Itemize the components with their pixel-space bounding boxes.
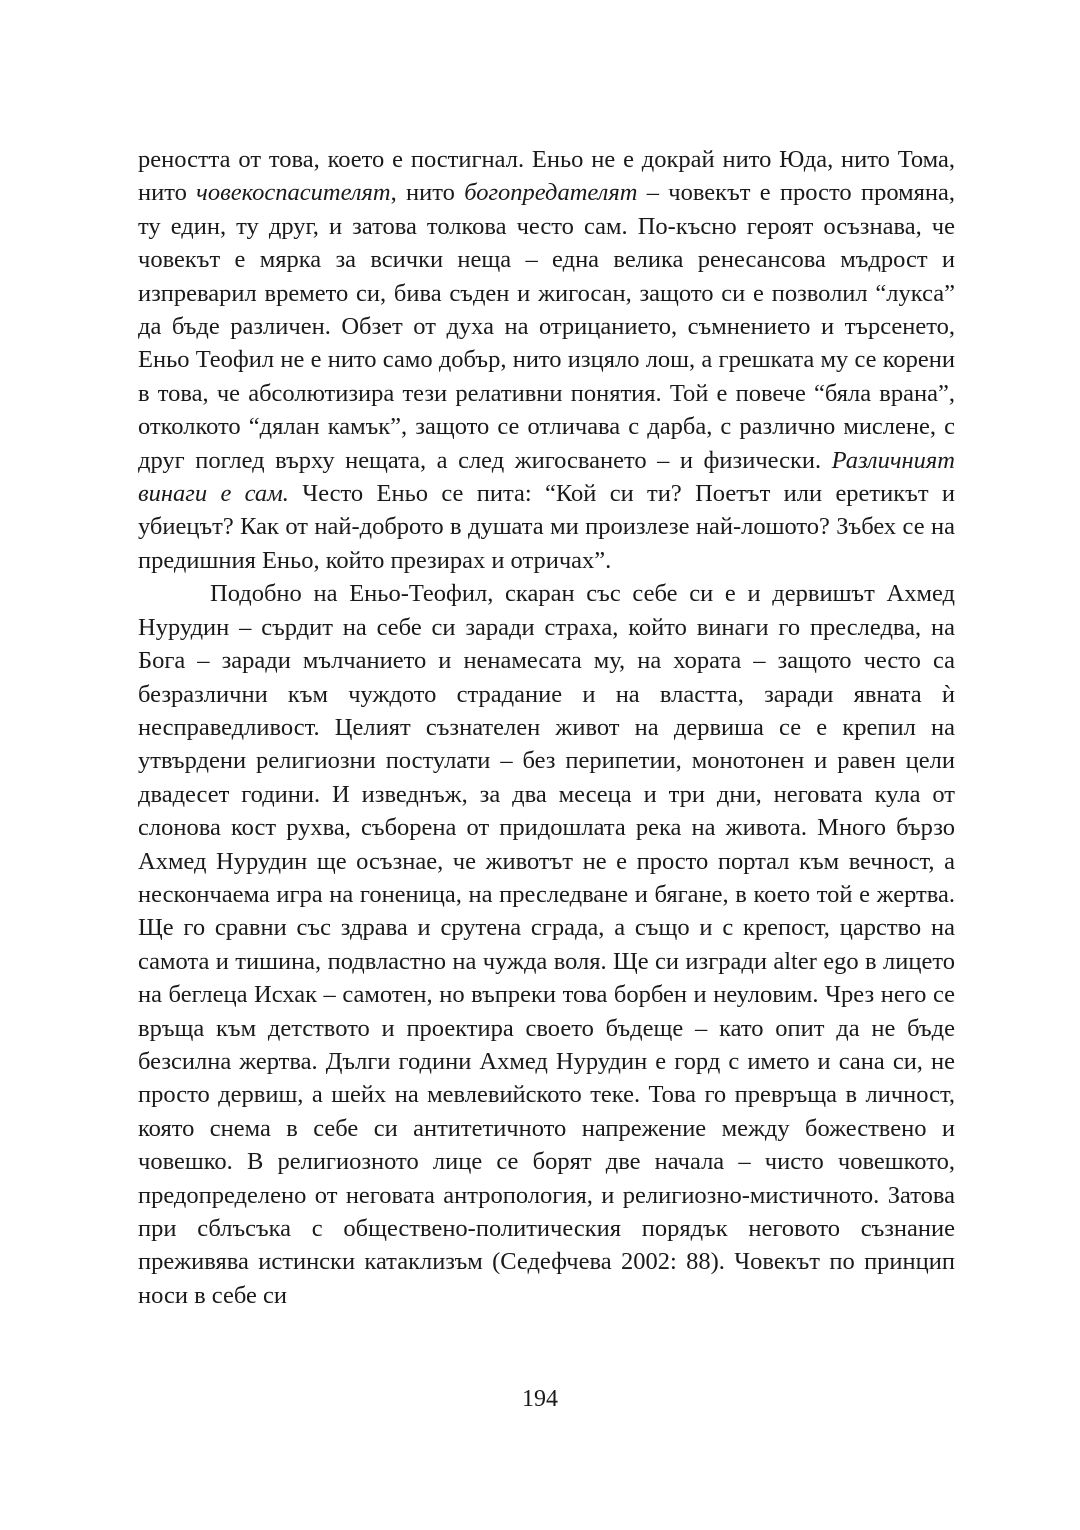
- page-number: 194: [522, 1386, 558, 1412]
- paragraph-1-text-part-4: Често Еньо се пита: “Кой си ти? Поетът или еретикът и убиецът? Как от най-доброто в душата ми произлезе най-лошото? Зъбех се на предишния Еньо, който презирах и отричах”.: [138, 480, 955, 574]
- paragraph-1-text-part-3: – човекът е просто промяна, ту един, ту друг, и затова толкова често сам. По-късно героят осъзнава, че човекът е мярка за всички неща – една велика ренесансова мъдрост и изпреварил времето си, бива съден и жигосан, защото си е позволил “лукса” да бъде различен. Обзет от духа на отрицанието, съмнението и търсенето, Еньо Теофил не е нито само добър, нито изцяло лош, а грешката му се корени в това, че абсолютизира тези релативни понятия. Той е повече “бяла врана”, отколкото “дялан камък”, защото се отличава с дарба, с различно мислене, с друг поглед върху нещата, а след жигосването – и физически.: [138, 179, 956, 474]
- paragraph-1-text-part-1: реността от това, което е постигнал. Еньо не е докрай нито Юда, нито Тома, нито: [138, 146, 955, 207]
- italic-term-savior: човекоспасителят: [196, 179, 391, 207]
- paragraph-dervish: Подобно на Еньо-Теофил, скаран със себе си е и дервишът Ахмед Нурудин – сърдит на себе си заради страха, който винаги го преследва, на Бога – заради мълчанието и ненамесата му, на хората – защото често са безразлични към чуждото страдание и на властта, заради явната ѝ несправедливост. Целият съзнателен живот на дервиша се е крепил на утвърдени религиозни постулати – без перипетии, монотонен и равен цели двадесет години. И изведнъж, за два месеца и три дни, неговата кула от слонова кост рухва, съборена от придошлата река на живота. Много бързо Ахмед Нурудин ще осъзнае, че животът не е просто портал към вечност, а нескончаема игра на гоненица, на преследване и бягане, в което той е жертва. Ще го сравни със здрава и срутена сграда, а също и с крепост, царство на самота и тишина, подвластно на чужда воля. Ще си изгради alter ego в лицето на беглеца Исхак – самотен, но въпреки това борбен и неуловим. Чрез него се връща към детството и проектира своето бъдеще – като опит да не бъде безсилна жертва. Дълги години Ахмед Нурудин е горд с името и сана си, не просто дервиш, а шейх на мевлевийското теке. Това го превръща в личност, която снема в себе си антитетичното напрежение между божествено и човешко. В религиозното лице се борят две начала – чисто човешкото, предопределено от неговата антропология, и религиозно-мистичното. Затова при сблъсъка с обществено-политическия порядък неговото съзнание преживява истински катаклизъм (Седефчева 2002: 88). Човекът по принцип носи в себе си: [138, 580, 955, 1309]
- italic-term-betrayer: богопредателят: [464, 179, 638, 207]
- italic-phrase-different-alone: Различният винаги е сам.: [138, 446, 955, 508]
- paragraph-1-text-part-2: , нито: [390, 179, 465, 207]
- body-text: [138, 143, 955, 1312]
- paragraph-continuation: [138, 143, 955, 577]
